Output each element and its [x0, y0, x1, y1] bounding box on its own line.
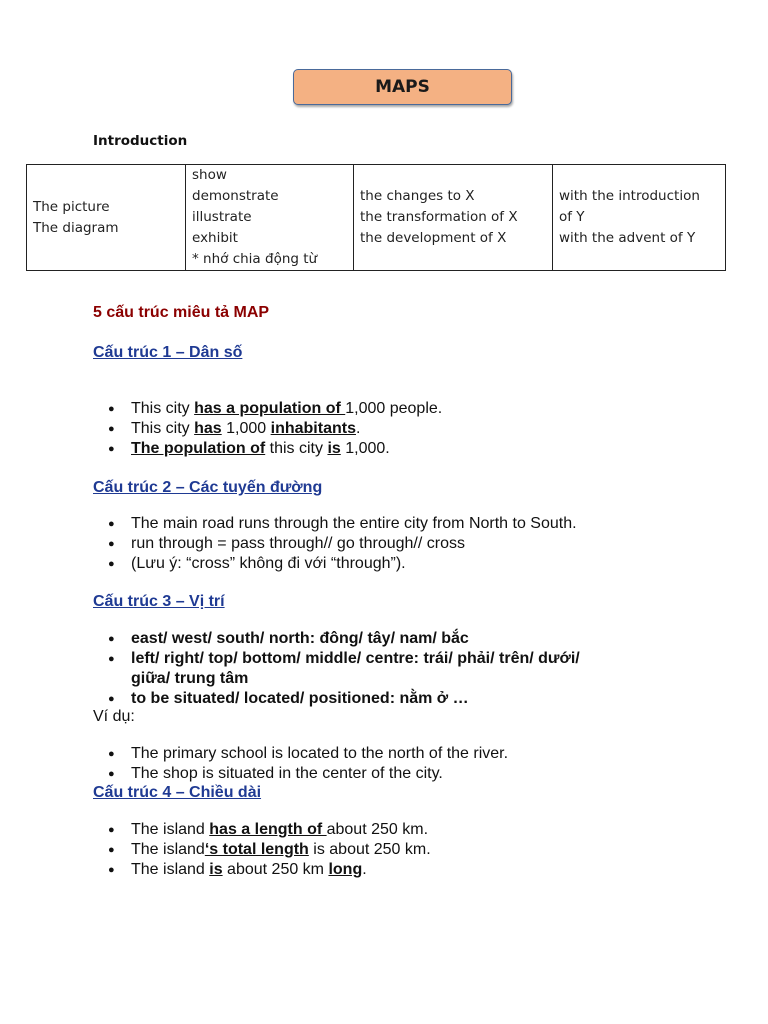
text: long [328, 861, 363, 878]
text: about 250 km. [326, 821, 429, 838]
text: is [327, 440, 341, 457]
text: The island [131, 861, 210, 878]
example-label: Ví dụ: [93, 708, 135, 725]
table-text: show [192, 167, 227, 183]
text: This city [131, 400, 195, 417]
text: has [194, 420, 222, 437]
object-cell [354, 165, 553, 271]
text: has a length of [209, 821, 327, 838]
table-text: The picture [33, 198, 110, 215]
structure-4-list [108, 820, 431, 880]
structure-2-list [108, 514, 577, 574]
introduction-label: Introduction [93, 133, 188, 149]
introduction-table [26, 164, 726, 271]
list-item-continuation: giữa/ trung tâm [131, 670, 249, 687]
text: The island [131, 821, 210, 838]
text: 1,000 people. [345, 400, 443, 417]
complement-cell [553, 165, 726, 271]
text: inhabitants [270, 420, 356, 437]
list-item [108, 860, 431, 880]
structure-3-heading: Cấu trúc 3 – Vị trí [93, 593, 225, 610]
list-item [108, 840, 431, 860]
table-text: * nhớ chia động từ [192, 251, 318, 267]
list-item [108, 439, 442, 459]
text: . [362, 861, 367, 878]
table-text: with the introduction [559, 188, 700, 204]
list-item [108, 820, 431, 840]
list-item: ● The shop is situated in the center of the city. [108, 764, 508, 784]
list-item: ● left/ right/ top/ bottom/ middle/ centre: trái/ phải/ trên/ dưới/ [108, 649, 580, 669]
text: . [355, 420, 361, 437]
structure-3-list [108, 629, 580, 709]
text: is [209, 861, 223, 878]
text: about 250 km [222, 861, 329, 878]
section-title: 5 cấu trúc miêu tả MAP [93, 304, 270, 321]
table-text: the transformation of X [360, 209, 518, 225]
table-text: exhibit [192, 230, 238, 246]
table-text: the development of X [360, 230, 507, 246]
page-title: MAPS [293, 69, 512, 105]
table-text: the changes to X [360, 188, 475, 204]
text: The island [131, 841, 205, 858]
text: This city [131, 420, 195, 437]
text: The population of [131, 440, 266, 457]
list-item: ● run through = pass through// go through// cross [108, 534, 577, 554]
table-text: with the advent of Y [559, 230, 696, 246]
list-item: ● The main road runs through the entire city from North to South. [108, 514, 577, 534]
text: 1,000. [340, 440, 390, 457]
text: ‘s total length [204, 841, 309, 858]
list-item: ● The primary school is located to the north of the river. [108, 744, 508, 764]
table-text: demonstrate [192, 188, 279, 204]
subject-cell [27, 165, 186, 271]
list-item [108, 399, 442, 419]
structure-2-heading: Cấu trúc 2 – Các tuyến đường [93, 479, 323, 496]
list-item: ● (Lưu ý: “cross” không đi với “through”). [108, 554, 577, 574]
structure-4-heading: Cấu trúc 4 – Chiều dài [93, 784, 262, 801]
list-item [108, 419, 442, 439]
list-item: ● to be situated/ located/ positioned: nằm ở … [108, 689, 580, 709]
table-text: illustrate [192, 209, 252, 225]
structure-3-examples [108, 744, 508, 784]
structure-1-list [108, 399, 442, 459]
text: 1,000 [221, 420, 271, 437]
verb-cell [186, 165, 354, 271]
text: is about 250 km. [308, 841, 431, 858]
text: this city [265, 440, 328, 457]
text: has a population of [194, 400, 346, 417]
list-item: ● east/ west/ south/ north: đông/ tây/ nam/ bắc [108, 629, 580, 649]
structure-1-heading: Cấu trúc 1 – Dân số [93, 344, 243, 361]
table-text: The diagram [33, 219, 119, 236]
table-text: of Y [559, 209, 585, 225]
